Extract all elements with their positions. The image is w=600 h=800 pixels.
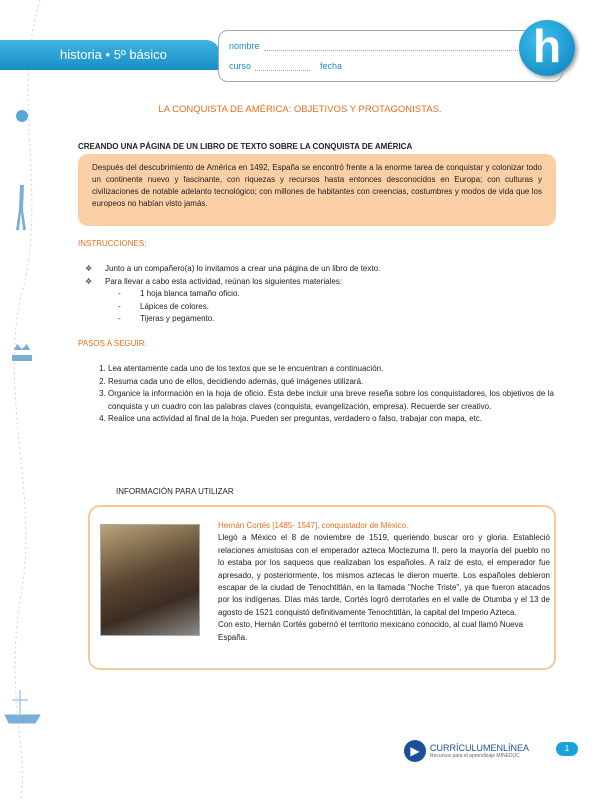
material-item: - Lápices de colores. xyxy=(118,301,209,311)
step-item: 3. Organice la información en la hoja de oficio. Ésta debe incluir una breve reseña sobre los conquistadores, los objetivos de la conquista y un cuadro con las palabras claves (conquista, evangelización, empresa). Recuerde ser creativo. xyxy=(108,388,554,413)
page-title: LA CONQUISTA DE AMÉRICA: OBJETIVOS Y PROTAGONISTAS. xyxy=(158,104,442,115)
course-field[interactable] xyxy=(255,63,310,71)
soldier-icon xyxy=(16,185,26,230)
card-text xyxy=(218,520,550,644)
crown-icon xyxy=(12,344,32,361)
item-text: Tijeras y pegamento. xyxy=(140,314,215,323)
section-subtitle: CREANDO UNA PÁGINA DE UN LIBRO DE TEXTO SOBRE LA CONQUISTA DE AMÉRICA xyxy=(78,142,413,151)
steps-heading: PASOS A SEGUIR: xyxy=(78,339,147,348)
card-body-2: Con esto, Hernán Cortés gobernó el territorio mexicano conocido, al cual llamó Nueva España. xyxy=(218,620,524,642)
hernan-cortes-portrait xyxy=(100,524,200,636)
item-text: Junto a un compañero(a) lo invitamos a crear una página de un libro de texto. xyxy=(105,264,381,273)
history-logo: h xyxy=(519,20,575,76)
step-item: 2. Resuma cada uno de ellos, decidiendo además, qué imágenes utilizará. xyxy=(108,376,554,389)
decorative-sidebar xyxy=(0,0,60,800)
material-item: - Tijeras y pegamento. xyxy=(118,314,215,323)
grade-label: 5º básico xyxy=(113,47,167,62)
step-item: 4. Realice una actividad al final de la hoja. Pueden ser preguntas, verdadero o falso, trabajar con mapa, etc. xyxy=(108,413,554,426)
subject-label: historia xyxy=(60,47,102,62)
date-label: fecha xyxy=(320,61,343,71)
brand-name: CURRÍCULUMENLÍNEA xyxy=(430,743,530,753)
card-title: Hernán Cortés [1485- 1547], conquistador de México. xyxy=(218,521,409,530)
ship-icon xyxy=(5,690,40,723)
bullet: • xyxy=(105,47,111,62)
steps-list xyxy=(94,363,554,426)
play-arrow-icon: ▶ xyxy=(404,740,426,762)
course-label: curso xyxy=(229,61,252,71)
curriculum-logo xyxy=(404,740,529,762)
step-item: 1. Lea atentamente cada uno de los textos que se le encuentran a continuación. xyxy=(108,363,554,376)
item-text: Para llevar a cabo esta actividad, reúnan los siguientes materiales: xyxy=(105,276,343,286)
page-number: 1 xyxy=(556,742,578,756)
instructions-list xyxy=(85,263,545,326)
card-body: Llegó a México el 8 de noviembre de 1519, queriendo buscar oro y gloria. Estableció relaciones amistosas con el emperador azteca Moctezuma II, pero la mayoría del pueblo no lo estaba por los saqueos que realizaban los españoles. A raíz de esto, el emperador fue apresado, y posteriormente, los mismos aztecas le dieron muerte. Los españoles debieron escapar de la ciudad de Tenochtitlán, en la llamada "Noche Triste", ya que fueron atacados por los indígenas. Días más tarde, Cortés logró derrotarles en el valle de Otumba y el 13 de agosto de 1521 conquistó definitivamente Tenochtitlán, la capital del Imperio Azteca. xyxy=(218,533,550,617)
name-label: nombre xyxy=(229,41,260,51)
brand-tagline: Recursos para el aprendizaje MINEDUC xyxy=(430,753,520,759)
intro-box: Después del descubrimiento de América en 1492, España se encontró frente a la enorme tarea de conquistar y colonizar todo un continente nuevo y fascinante, con riquezas y recursos hasta entonces desconocidos en Europa; con culturas y civilizaciones de notable adelanto tecnológico; con millones de habitantes con creencias, costumbres y modos de vida que los europeos no habían visto jamás. xyxy=(78,154,556,226)
list-item: ❖ Para llevar a cabo esta actividad, reúnan los siguientes materiales: xyxy=(85,276,343,286)
item-text: 1 hoja blanca tamaño oficio. xyxy=(140,289,240,298)
info-card xyxy=(88,505,556,670)
instructions-heading: INSTRUCCIONES: xyxy=(78,239,147,248)
name-field[interactable] xyxy=(264,43,544,51)
list-item: ❖ Junto a un compañero(a) lo invitamos a crear una página de un libro de texto. xyxy=(85,264,381,273)
student-info-box xyxy=(218,30,563,82)
subject-band xyxy=(0,40,220,70)
item-text: Lápices de colores. xyxy=(140,301,209,311)
material-item: - 1 hoja blanca tamaño oficio. xyxy=(118,289,240,298)
info-heading: INFORMACIÓN PARA UTILIZAR xyxy=(116,487,234,496)
